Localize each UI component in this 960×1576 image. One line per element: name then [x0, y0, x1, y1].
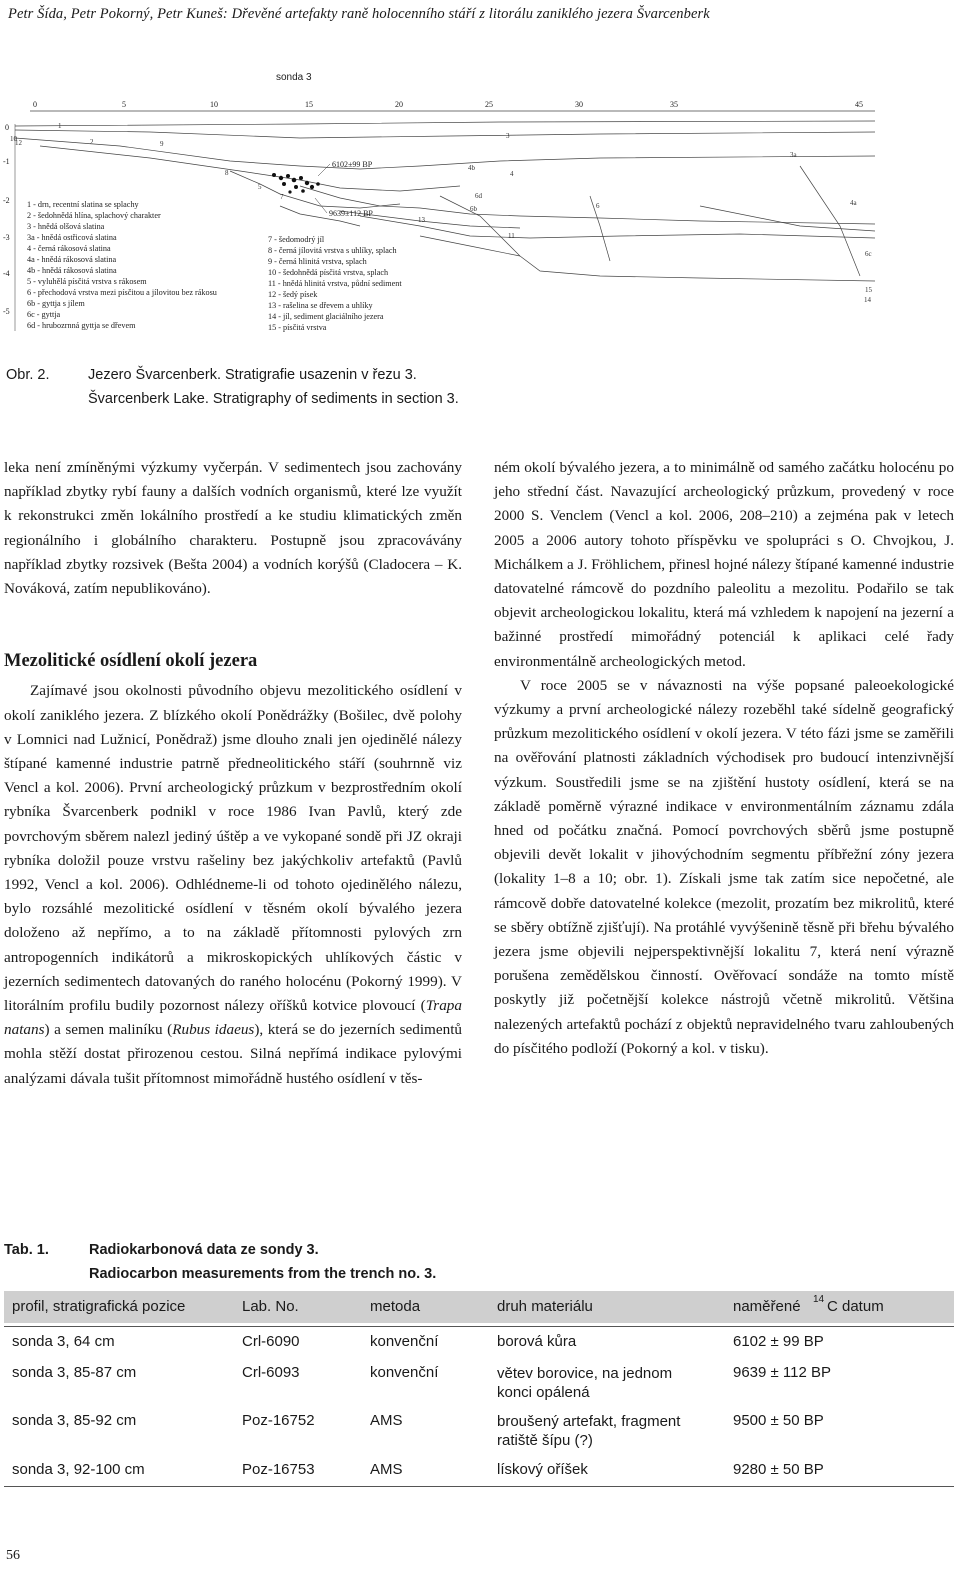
cell-method: AMS — [370, 1412, 403, 1429]
layer-label: 6 — [596, 202, 600, 210]
paragraph: V roce 2005 se v návaznosti na výše popsané paleoekologické výzkumy a první archeologické nálezy rozeběhl také sídelně geografický průzkum mezolitického osídlení v okolí jezera. V této fázi jsme se zaměřili na ověřování platnosti základních východisek pro budoucí intenzivnější výzkum. Soustředili jsme se na zjištění hustoty osídlení, která se na základě poměrně výrazné indikace v environmentálním záznamu zdála hned od počátku značná. Pomocí povrchových sběrů jsme postupně objevili devět lokalit v jihovýchodním segmentu příbřežní zóny jezera (lokality 1–8 a 10; obr. 1). Získali jsme tak zatím sice nepočetné, ale rámcově dobře datovatelné kolekce (mezolit, prozatím bez mikrolitů, které se sběry obtížně zjišťují). Na protáhlé vyvýšenině těsně při břehu bývalého jezera jsme objevili nejperspektivnější lokalitu 7, která není výrazně porušena zemědělskou činností. Ověřovací sondáže na tomto místě poskytly již početnější kolekce nástrojů včetně mikrolitů. Většina nalezených artefaktů pochází z objektů nepravidelného tvaru zahloubených do písčitého podloží (Pokorný a kol. v tisku). — [494, 676, 954, 1057]
column-header: metoda — [370, 1298, 421, 1315]
legend-item: 7 - šedomodrý jíl — [268, 235, 325, 244]
figure-caption-line1: Jezero Švarcenberk. Stratigrafie usazenin v řezu 3. — [88, 367, 417, 383]
cell-lab: Crl-6093 — [242, 1364, 300, 1381]
layer-label: 3a — [790, 151, 797, 159]
legend-item: 6d - hrubozrnná gyttja se dřevem — [27, 321, 136, 330]
x-tick: 15 — [305, 100, 313, 109]
layer-label: 3 — [506, 132, 510, 140]
layer-label: 6b — [470, 205, 477, 213]
cell-profile: sonda 3, 85-87 cm — [12, 1364, 137, 1381]
layer-label: 11 — [508, 232, 515, 240]
cell-material: lískový oříšek — [497, 1461, 588, 1478]
cell-material: broušený artefakt, fragment — [497, 1413, 681, 1430]
species-name: Rubus idaeus — [172, 1021, 255, 1039]
layer-label: 5 — [258, 183, 262, 191]
cell-lab: Crl-6090 — [242, 1333, 300, 1350]
x-tick: 25 — [485, 100, 493, 109]
table-rule — [4, 1326, 954, 1327]
column-header: naměřené — [733, 1298, 801, 1315]
figure-caption-line2: Švarcenberk Lake. Stratigraphy of sediments in section 3. — [88, 391, 459, 407]
x-tick: 0 — [33, 100, 37, 109]
legend-item: 5 - vyluhělá písčitá vrstva s rákosem — [27, 277, 147, 286]
layer-label: 14 — [864, 296, 871, 304]
layer-label: 12 — [15, 139, 22, 147]
cell-lab: Poz-16753 — [242, 1461, 315, 1478]
layer-label: 13 — [418, 216, 425, 224]
y-tick: -3 — [3, 233, 10, 242]
y-tick: 0 — [5, 123, 9, 132]
table-row — [4, 1461, 954, 1513]
cell-material-line2: konci opálená — [497, 1384, 590, 1401]
cell-material-line2: ratiště šípu (?) — [497, 1432, 593, 1449]
x-axis — [33, 100, 863, 109]
x-tick: 10 — [210, 100, 218, 109]
layer-label: 4b — [468, 164, 475, 172]
layer-label: 10 — [10, 135, 17, 143]
layer-label: 8 — [225, 169, 229, 177]
table-caption-line2: Radiocarbon measurements from the trench no. 3. — [89, 1266, 437, 1282]
paragraph-text: Zajímavé jsou okolnosti původního objevu mezolitického osídlení v okolí zaniklého jezera. Z blízkého okolí Ponědrážky (Bošilec, dvě polohy v Lomnici nad Lužnicí, Ponědraž) jsme dlouho znali jen ojedinělé nálezy štípané kamenné industrie patrně předneolitického stáří (souhrnně viz Vencl a kol. 2006). První archeologický průzkum v bezprostředním okolí rybníka Švarcenberk podnikl v roce 1986 Ivan Pavlů, který zde povrchovým sběrem nalezl jediný úštěp a ve vykopané sondě při JZ okraji rybníka doložil pouze vrstvu rašeliny bez jakýchkoliv artefaktů (Pavlů 1992, Vencl a kol. 2006). Odhlédneme-li od tohoto ojedinělého nálezu, bylo rozsáhlé mezolitické osídlení v těsném okolí bývalého jezera doloženo až nepřímo, a to na základě přítomnosti pylových zrn antropogenních indikátorů a mikroskopických uhlíkových částic v jezerních sedimentech datovaných do raného holocénu (Pokorný 1999). V litorálním profilu budily pozornost nálezy oříšků kotvice plovoucí ( — [4, 682, 462, 1015]
date-label: 6102±99 BP — [332, 160, 373, 169]
legend-item: 9 - černá hlinitá vrstva, splach — [268, 257, 367, 266]
species-name: Trapa natans — [4, 997, 462, 1039]
section-heading: Mezolitické osídlení okolí jezera — [4, 651, 258, 672]
running-header: Petr Šída, Petr Pokorný, Petr Kuneš: Dřevěné artefakty raně holocenního stáří z litorálu zaniklého jezera Švarcenberk — [8, 6, 710, 22]
figure-title: sonda 3 — [276, 72, 312, 83]
paragraph-text: ) a semen maliníku ( — [44, 1021, 173, 1039]
layer-label: 2 — [90, 138, 94, 146]
layer-label: 7 — [280, 193, 284, 201]
legend-item: 4a - hnědá rákosová slatina — [27, 255, 117, 264]
cell-material: borová kůra — [497, 1333, 577, 1350]
cell-date: 9639 ± 112 BP — [733, 1364, 832, 1381]
profile-lines — [15, 121, 875, 281]
legend-item: 2 - šedohnědá hlína, splachový charakter — [27, 211, 161, 220]
legend-item: 13 - rašelina se dřevem a uhlíky — [268, 301, 373, 310]
legend-item: 3a - hnědá ostřicová slatina — [27, 233, 117, 242]
layer-label: 6d — [475, 192, 482, 200]
y-tick: -4 — [3, 269, 10, 278]
table-rule — [4, 1486, 954, 1487]
cell-date: 9500 ± 50 BP — [733, 1412, 824, 1429]
x-tick: 45 — [855, 100, 863, 109]
column-header: profil, stratigrafická pozice — [12, 1298, 186, 1315]
table-header — [4, 1291, 954, 1323]
figure-caption-label: Obr. 2. — [6, 367, 50, 383]
column-header-superscript: 14 — [813, 1294, 825, 1305]
y-tick: -5 — [3, 307, 10, 316]
legend-item: 14 - jíl, sediment glaciálního jezera — [268, 312, 384, 321]
cell-profile: sonda 3, 85-92 cm — [12, 1412, 137, 1429]
paragraph: ném okolí bývalého jezera, a to minimálně od samého začátku holocénu po jeho střední část. Navazující archeologický průzkum, provedený v roce 2000 S. Venclem (Vencl a kol. 2006, 208–210) a zejména pak v letech 2005 a 2006 autory tohoto příspěvku ve spolupráci s O. Chvojkou, J. Michálkem a J. Fröhlichem, přinesl hojné nálezy štípané kamenné industrie datovatelné rámcově do pozdního paleolitu a mezolitu. Podařilo se tak objevit archeologickou lokalitu, která má vzhledem k napojení na jezerní a bažinné prostředí mimořádný potenciál k aplikaci celé řady environmentálně archeologických metod. — [494, 459, 954, 670]
page-number: 56 — [6, 1548, 20, 1563]
layer-label: 9 — [160, 140, 164, 148]
layer-label: 6c — [865, 250, 872, 258]
paragraph: leka není zmíněnými výzkumy vyčerpán. V sedimentech jsou zachovány například zbytky rybí fauny a dalších vodních organismů, které lze využít k rekonstrukci změn lokálního prostředí a ke studiu klimatických změn regionálního i globálního charakteru. Postupně jsou zpracovávány například zbytky rozsivek (Bešta 2004) a vodních korýšů (Cladocera – K. Nováková, zatím nepublikováno). — [4, 459, 462, 598]
column-header: druh materiálu — [497, 1298, 593, 1315]
date-label: 9639±112 BP — [329, 209, 373, 218]
x-tick: 5 — [122, 100, 126, 109]
legend-item: 1 - drn, recentní slatina se splachy — [27, 200, 139, 209]
layer-label: 4a — [850, 199, 857, 207]
cell-profile: sonda 3, 64 cm — [12, 1333, 115, 1350]
left-column — [4, 456, 462, 1091]
y-tick: -2 — [3, 196, 10, 205]
x-tick: 30 — [575, 100, 583, 109]
x-tick: 35 — [670, 100, 678, 109]
legend-item: 6b - gyttja s jílem — [27, 299, 85, 308]
legend-item: 10 - šedohnědá písčitá vrstva, splach — [268, 268, 389, 277]
cell-material: větev borovice, na jednom — [497, 1365, 673, 1382]
cell-method: AMS — [370, 1461, 403, 1478]
legend-item: 12 - šedý písek — [268, 290, 318, 299]
x-tick: 20 — [395, 100, 403, 109]
cell-profile: sonda 3, 92-100 cm — [12, 1461, 145, 1478]
column-header: Lab. No. — [242, 1298, 299, 1315]
legend-left — [27, 200, 217, 330]
y-tick: -1 — [3, 157, 10, 166]
legend-item: 3 - hnědá olšová slatina — [27, 222, 105, 231]
y-axis — [3, 123, 10, 316]
legend-item: 11 - hnědá hlinitá vrstva, půdní sediment — [268, 279, 402, 288]
table-caption-line1: Radiokarbonová data ze sondy 3. — [89, 1242, 319, 1258]
legend-item: 8 - černá jílovitá vrstva s uhlíky, splach — [268, 246, 397, 255]
radiocarbon-table — [4, 1291, 954, 1513]
legend-item: 6c - gyttja — [27, 310, 61, 319]
legend-item: 4b - hnědá rákosová slatina — [27, 266, 117, 275]
cell-date: 6102 ± 99 BP — [733, 1333, 824, 1350]
stratigraphy-figure — [0, 66, 880, 341]
legend-right — [268, 235, 402, 332]
layer-label: 1 — [58, 122, 62, 130]
legend-item: 6 - přechodová vrstva mezi písčitou a jílovitou bez rákosu — [27, 288, 217, 297]
paragraph — [4, 679, 462, 1090]
column-header: C datum — [827, 1298, 884, 1315]
paragraph-text: ), která se do jezerních sedimentů mohla stěží dostat přirozenou cestou. Silná nepřímá indikace pylovými analýzami dávala tušit přítomnost mimořádně hustého osídlení v těs- — [4, 1021, 463, 1087]
layer-label: 4 — [510, 170, 514, 178]
legend-item: 4 - černá rákosová slatina — [27, 244, 111, 253]
legend-item: 15 - písčitá vrstva — [268, 323, 327, 332]
cell-method: konvenční — [370, 1333, 439, 1350]
wood-fragments — [272, 173, 320, 194]
cell-date: 9280 ± 50 BP — [733, 1461, 824, 1478]
cell-lab: Poz-16752 — [242, 1412, 315, 1429]
table-caption-label: Tab. 1. — [4, 1242, 49, 1258]
cell-method: konvenční — [370, 1364, 439, 1381]
layer-label: 15 — [865, 286, 872, 294]
right-column — [494, 456, 954, 1061]
